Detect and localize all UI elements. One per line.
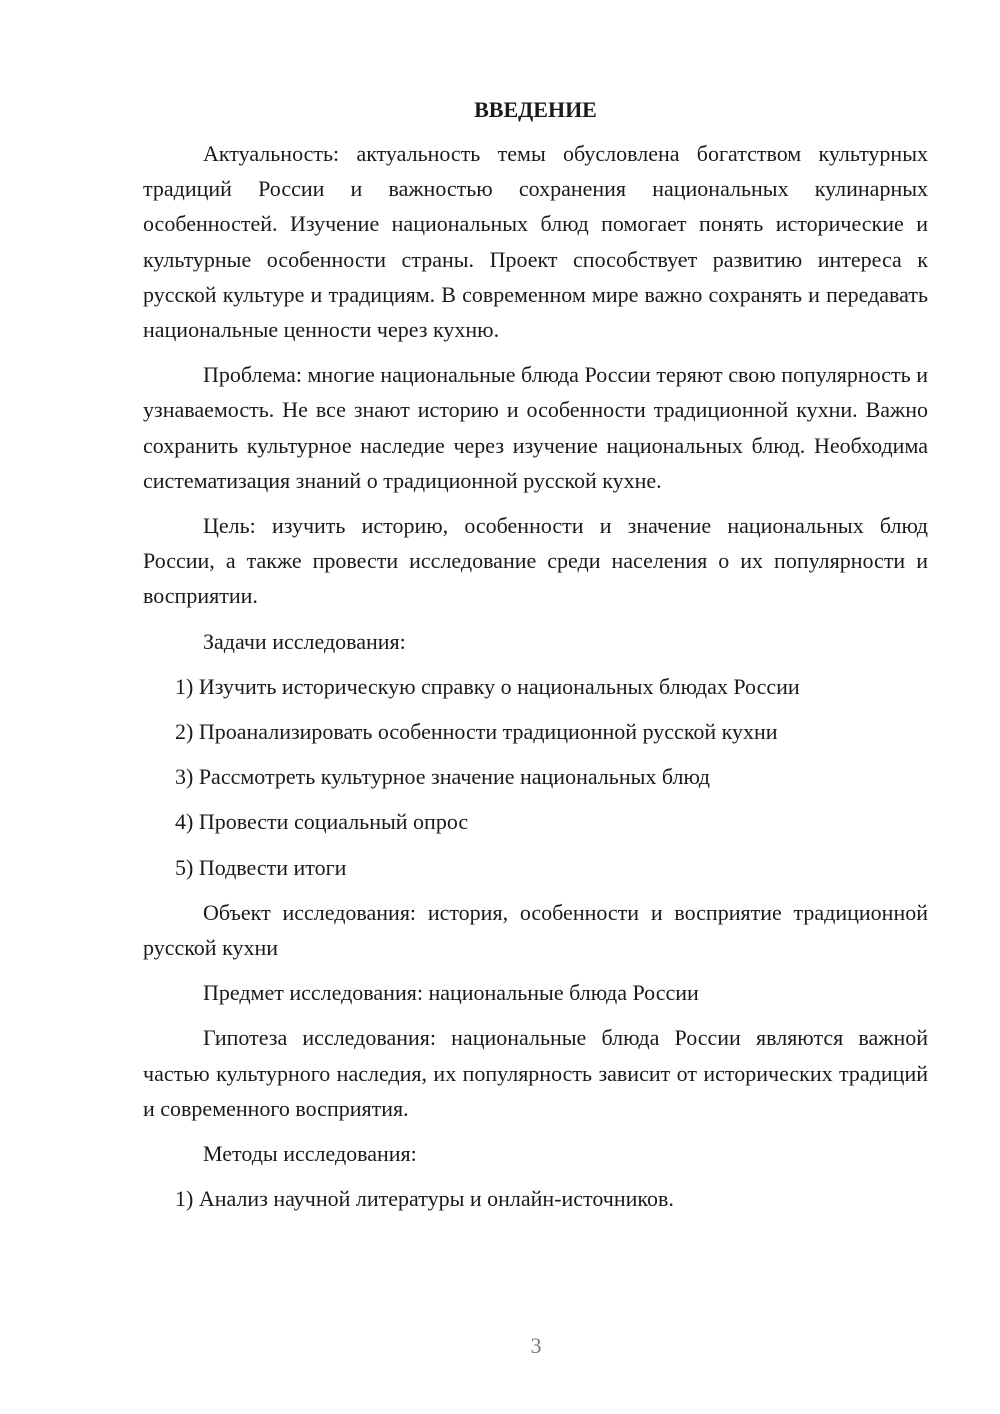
methods-list [143, 1181, 928, 1216]
hypothesis-paragraph: Гипотеза исследования: национальные блюда России являются важной частью культурного наследия, их популярность зависит от исторических традиций и современного восприятия. [143, 1025, 928, 1121]
page-heading: ВВЕДЕНИЕ [474, 97, 597, 122]
relevance-paragraph: Актуальность: актуальность темы обусловлена богатством культурных традиций России и важностью сохранения национальных кулинарных особенностей. Изучение национальных блюд помогает понять исторические и культурные особенности страны. Проект способствует развитию интереса к русской культуре и традициям. В современном мире важно сохранять и передавать национальные ценности через кухню. [143, 141, 928, 343]
methods-heading: Методы исследования: [203, 1141, 417, 1167]
page-number: 3 [530, 1333, 542, 1358]
task-item: 4) Провести социальный опрос [175, 809, 469, 835]
tasks-list [143, 669, 928, 885]
object-paragraph: Объект исследования: история, особенности и восприятие традиционной русской кухни [143, 899, 928, 961]
task-item: 5) Подвести итоги [175, 854, 347, 880]
document-page [143, 94, 928, 1226]
subject-line: Предмет исследования: национальные блюда России [203, 980, 699, 1006]
method-item: 1) Анализ научной литературы и онлайн-источников. [175, 1186, 674, 1212]
tasks-heading: Задачи исследования: [203, 628, 406, 654]
task-item: 2) Проанализировать особенности традиционной русской кухни [175, 719, 778, 745]
goal-paragraph: Цель: изучить историю, особенности и значение национальных блюд России, а также провести исследование среди населения о их популярности и восприятии. [143, 513, 928, 609]
task-item: 1) Изучить историческую справку о национальных блюдах России [175, 673, 800, 699]
problem-paragraph: Проблема: многие национальные блюда России теряют свою популярность и узнаваемость. Не все знают историю и особенности традиционной кухни. Важно сохранить культурное наследие через изучение национальных блюд. Необходима систематизация знаний о традиционной русской кухне. [143, 362, 928, 493]
task-item: 3) Рассмотреть культурное значение национальных блюд [175, 764, 711, 790]
